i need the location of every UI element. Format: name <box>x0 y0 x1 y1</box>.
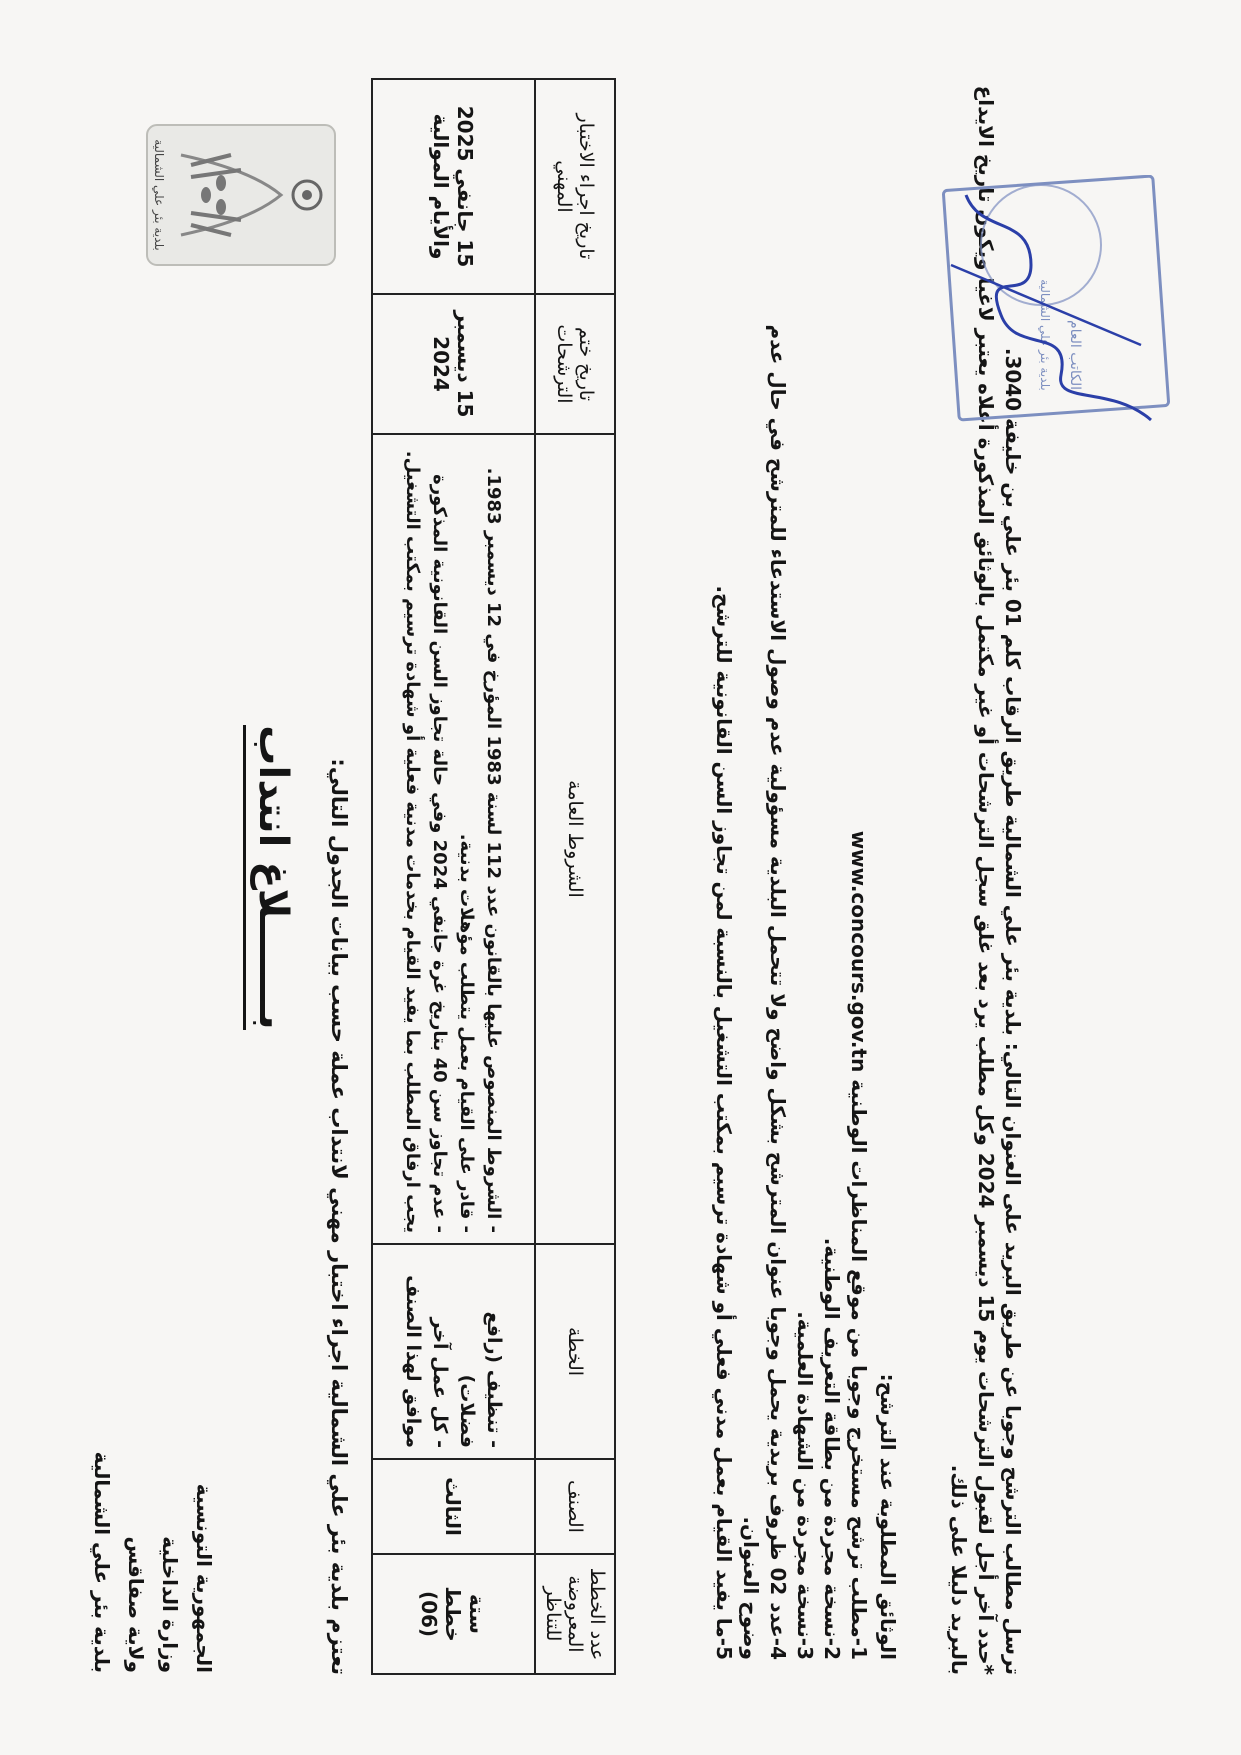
recruitment-table <box>371 78 616 1675</box>
municipality-logo <box>141 115 341 275</box>
plan-line: - كل عمل آخر موافق لهذا الصنف <box>402 1275 452 1448</box>
letterhead-municipality: بلدية بئر علي الشمالية <box>90 1451 114 1673</box>
cell-category: الثالث <box>372 1459 535 1554</box>
letterhead-state: ولاية صفاقس <box>124 1536 148 1673</box>
condition-line: - الشروط المنصوص عليها بالقانون عدد 112 لسنة 1983 المؤرخ في 12 ديسمبر 1983. <box>483 467 505 1233</box>
condition-line: - عدم تجاوز سن 40 بتاريخ غرة جانفي 2024 وفي حالة تجاوز السن القانونية المذكورة <box>429 474 451 1233</box>
table-header-row <box>535 79 615 1674</box>
logo-caption: بلدية بئر علي الشمالية <box>152 139 166 251</box>
cell-positions: ستة خطط (06) <box>372 1554 535 1674</box>
submission-address: ترسل مطالب الترشح وجوبا عن طريق البريد على العنوان التالي: بلدية بئر علي الشمالية طريق الرقاب كلم 01 بئر علي بن خليفة 3040. <box>1001 347 1025 1675</box>
condition-line: - قادر على القيام بعمل يتطلب مؤهلات بدنية. <box>456 833 478 1233</box>
stamp-text: الكاتب العام <box>1067 319 1083 391</box>
cell-exam-date: 15 جانفي 2025 والأيام الموالية <box>372 79 535 294</box>
header-plan: الخطة <box>535 1244 615 1459</box>
table-row <box>372 79 535 1674</box>
cell-plan <box>372 1244 535 1459</box>
document-item: 2-نسخة مجردة من بطاقة التعريف الوطنية. <box>820 1237 844 1660</box>
header-closing-date: تاريخ ختم الترشحات <box>535 294 615 434</box>
required-documents <box>710 260 901 1660</box>
page-title: بـــــــلاغ انتداب <box>250 0 296 1755</box>
deadline-note: *حدد آخر أجل لقبول الترشحات يوم 15 ديسمبر 2024 وكل مطلب يرد بعد غلق سجل الترشحات أو غير مكتمل بالوثائق المذكورة أعلاه يعتبر لاغيا ويكون تاريخ الايداع بالبريد دليلا على ذلك. <box>947 85 998 1675</box>
cell-conditions <box>372 434 535 1244</box>
document-item: 5-ما يفيد القيام بعمل مدني فعلي أو شهادة ترسيم بمكتب التشغيل بالنسبة لمن تجاوز السن القانونية للترشح. <box>712 585 736 1660</box>
intro-text: تعتزم بلدية بئر علي الشمالية اجراء اختبار مهني لانتداب عملة حسب بيانات الجدول التالي: <box>327 758 351 1675</box>
signature <box>966 195 1151 420</box>
cell-closing-date: 15 ديسمبر 2024 <box>372 294 535 434</box>
stamp-text: بلدية بئر علي الشمالية <box>1038 279 1052 391</box>
document-item: 1-مطلب ترشح مستخرج وجوبا من موقع المناظرات الوطنية www.concours.gov.tn <box>847 830 871 1660</box>
letterhead <box>85 1413 221 1673</box>
condition-line: يجب ارفاق المطلب بما يفيد القيام بخدمات مدنية فعلية أو شهادة ترسيم بمكتب التشغيل. <box>402 450 424 1233</box>
official-stamp-and-signature <box>931 175 1181 435</box>
header-exam-date: تاريخ اجراء الاختبار المهني <box>535 79 615 294</box>
letterhead-ministry: وزارة الداخلية <box>158 1536 182 1673</box>
documents-title: الوثائق المطلوبة عند الترشح: <box>876 1373 900 1660</box>
header-conditions: الشروط العامة <box>535 434 615 1244</box>
header-positions: عدد الخطط المعروضة للتناظر <box>535 1554 615 1674</box>
letterhead-country: الجمهورية التونسية <box>192 1483 216 1673</box>
plan-line: - تنظيف (رافع فضلات) <box>456 1311 506 1448</box>
header-category: الصنف <box>535 1459 615 1554</box>
document-item: 3-نسخة مجردة من الشهادة العلمية. <box>793 1311 817 1660</box>
document-item: 4-عدد 02 ظروف بريدية يحمل وجوبا عنوان المترشح بشكل واضح ولا تتحمل البلدية مسؤولية عدم وصول الاستدعاء للمترشح في حال عدم وضوح العنوان. <box>739 324 790 1660</box>
